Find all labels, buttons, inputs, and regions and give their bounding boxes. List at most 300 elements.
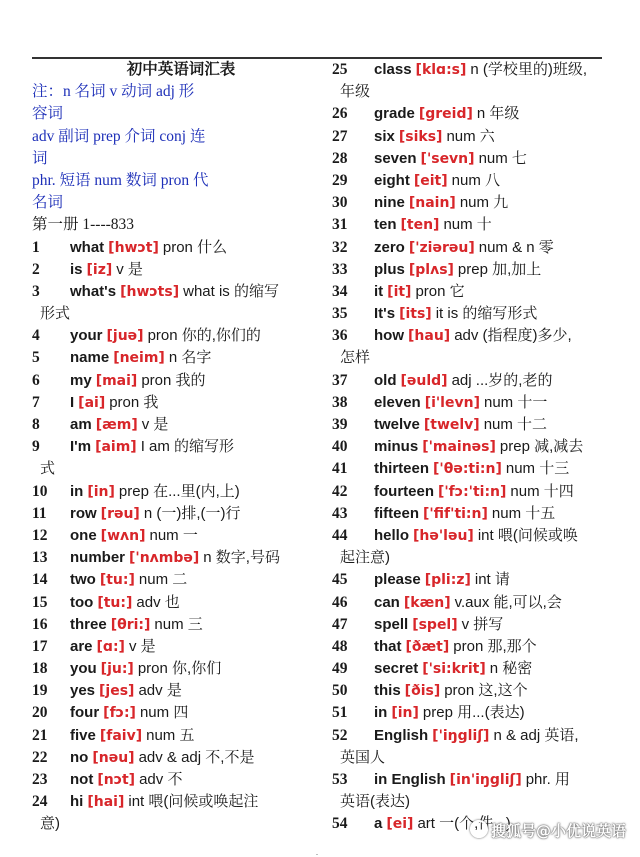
entry-number: 41 [332, 460, 348, 478]
entry-definition: num 四 [139, 704, 189, 722]
vocab-entry [32, 370, 312, 392]
vocab-entry [332, 503, 604, 525]
entry-definition: pron 我 [109, 393, 159, 411]
entry-phonetic: [rəu] [100, 505, 140, 522]
entry-continuation [332, 347, 604, 369]
vocab-entry [32, 569, 312, 591]
entry-phonetic: [əuld] [400, 372, 448, 389]
entry-phonetic: [siks] [398, 128, 443, 145]
entry-number: 44 [332, 526, 348, 544]
entry-word: no [70, 748, 89, 766]
entry-definition: pron 什么 [162, 238, 228, 256]
entry-definition: int 请 [474, 571, 510, 589]
entry-word: eleven [374, 393, 421, 411]
entry-phonetic: [ei] [386, 816, 414, 833]
entry-number: 25 [332, 61, 348, 78]
entry-number: 18 [32, 660, 48, 678]
vocab-entry [32, 481, 312, 503]
entry-number: 3 [32, 282, 40, 300]
entry-definition: int 喂(问候或唤 [477, 526, 578, 544]
entry-definition: adv (指程度)多少, [454, 327, 572, 345]
entry-word: one [70, 526, 97, 544]
vocab-entry [332, 325, 604, 347]
entry-definition: num 七 [478, 149, 527, 167]
entry-phonetic: [ju:] [100, 661, 134, 678]
entry-definition: num 八 [451, 171, 500, 189]
entry-word: what [70, 238, 105, 256]
entry-number: 51 [332, 704, 348, 722]
entry-phonetic: ['nʌmbə] [129, 550, 200, 567]
entry-definition: prep 用...(表达) [422, 704, 525, 722]
entry-word: four [70, 704, 100, 722]
entry-definition: 英语(表达) [340, 793, 410, 811]
entry-word: three [70, 615, 107, 633]
entry-definition: prep 加,加上 [457, 260, 542, 278]
entry-word: you [70, 660, 97, 678]
vocab-entry [32, 347, 312, 369]
vocab-entry [32, 702, 312, 724]
entry-phonetic: [it] [387, 283, 412, 300]
vocab-entry [332, 103, 604, 125]
entry-number: 52 [332, 726, 348, 744]
entry-word: what's [70, 282, 117, 300]
vocab-entry [32, 547, 312, 569]
left-entry-list [32, 237, 312, 836]
entry-word: eight [374, 171, 410, 189]
entry-number: 43 [332, 504, 348, 522]
entry-number: 42 [332, 482, 348, 500]
entry-number: 15 [32, 593, 48, 611]
entry-word: six [374, 127, 395, 145]
entry-continuation [32, 458, 312, 480]
vocab-entry [332, 303, 604, 325]
entry-definition: 英国人 [340, 748, 386, 766]
page-mark: . [316, 848, 318, 857]
entry-definition: pron 它 [415, 282, 465, 300]
vocab-entry [32, 414, 312, 436]
entry-definition: pron 你,你们 [137, 660, 222, 678]
entry-phonetic: [θri:] [110, 616, 151, 633]
entry-definition: 形式 [40, 305, 71, 323]
vocab-entry [332, 569, 604, 591]
entry-phonetic: [greid] [418, 106, 473, 123]
entry-number: 47 [332, 615, 348, 633]
entry-number: 22 [32, 748, 48, 766]
entry-phonetic: [ðis] [404, 683, 441, 700]
sohu-icon [470, 820, 488, 838]
entry-word: is [70, 260, 83, 278]
vocab-entry [332, 592, 604, 614]
vocab-entry [32, 325, 312, 347]
entry-number: 31 [332, 216, 348, 234]
vocab-entry [332, 370, 604, 392]
entry-phonetic: [tu:] [97, 594, 133, 611]
entry-phonetic: [i'levn] [424, 394, 480, 411]
entry-word: your [70, 327, 103, 345]
entry-word: are [70, 637, 93, 655]
entry-word: fifteen [374, 504, 419, 522]
entry-phonetic: [mai] [95, 372, 138, 389]
entry-phonetic: [æm] [95, 417, 138, 433]
entry-definition: num 六 [446, 127, 495, 145]
entry-definition: adv 是 [138, 682, 182, 700]
entry-definition: num 十一 [483, 393, 548, 411]
entry-number: 46 [332, 593, 348, 611]
entry-definition: n (学校里的)班级, [470, 61, 588, 78]
vocab-entry [332, 259, 604, 281]
page-title: 初中英语词汇表 [126, 61, 236, 78]
vocab-entry [32, 725, 312, 747]
entry-phonetic: [hə'ləu] [413, 527, 474, 544]
entry-word: number [70, 549, 126, 567]
vocab-entry [332, 59, 604, 81]
entry-phonetic: [eit] [413, 172, 448, 189]
entry-number: 37 [332, 371, 348, 389]
entry-word: twelve [374, 416, 420, 433]
entry-number: 17 [32, 637, 48, 655]
entry-phonetic: ['θə:ti:n] [433, 461, 502, 478]
entry-phonetic: ['iŋgliʃ] [432, 727, 490, 744]
entry-continuation [332, 747, 604, 769]
entry-number: 10 [32, 482, 48, 500]
entry-number: 34 [332, 282, 348, 300]
entry-definition: adv 也 [136, 593, 180, 611]
vocab-entry [332, 436, 604, 458]
entry-phonetic: [nəu] [92, 749, 135, 766]
entry-definition: 年级 [340, 83, 371, 101]
entry-word: seven [374, 149, 417, 167]
vocab-entry [32, 791, 312, 813]
entry-definition: int 喂(问候或唤起注 [128, 793, 259, 811]
abbrev-note-line: 容词 [32, 105, 64, 123]
entry-number: 21 [32, 726, 48, 744]
entry-phonetic: [hwɔts] [120, 283, 180, 300]
entry-phonetic: ['mainəs] [422, 439, 496, 456]
entry-definition: num 一 [149, 526, 198, 544]
entry-definition: 意) [40, 815, 60, 833]
vocab-entry [332, 680, 604, 702]
entry-phonetic: [klɑ:s] [415, 62, 467, 78]
entry-definition: num 十五 [491, 504, 556, 522]
entry-number: 20 [32, 704, 48, 722]
vocab-entry [332, 214, 604, 236]
entry-definition: it is 的缩写形式 [435, 305, 538, 323]
entry-phonetic: [kæn] [403, 594, 451, 611]
vocab-entry [332, 636, 604, 658]
entry-definition: n 秘密 [489, 660, 533, 678]
entry-definition: num 十二 [483, 416, 548, 433]
entry-continuation [332, 547, 604, 569]
entry-number: 6 [32, 371, 40, 389]
entry-word: it [374, 282, 384, 300]
entry-phonetic: ['ziərəu] [408, 239, 475, 256]
entry-phonetic: [ai] [78, 394, 106, 411]
vocab-entry [32, 392, 312, 414]
vocab-entry [332, 392, 604, 414]
entry-continuation [32, 303, 312, 325]
vocab-entry [332, 170, 604, 192]
entry-continuation [332, 81, 604, 103]
entry-word: in [374, 704, 388, 722]
watermark-text: 搜狐号@小优说英语 [491, 822, 627, 840]
entry-definition: adv & adj 不,不是 [138, 748, 255, 766]
entry-definition: adj ...岁的,老的 [451, 371, 553, 389]
entry-phonetic: [in] [391, 705, 419, 722]
entry-definition: I am 的缩写形 [140, 438, 235, 456]
entry-number: 53 [332, 771, 348, 788]
entry-definition: pron 你的,你们的 [147, 327, 261, 345]
entry-word: in English [374, 771, 446, 788]
entry-number: 4 [32, 327, 40, 345]
entry-phonetic: [wʌn] [100, 527, 146, 544]
entry-phonetic: ['si:krit] [422, 661, 486, 678]
entry-word: It's [374, 305, 396, 323]
abbrev-note-line: 注：n 名词 v 动词 adj 形 [32, 83, 195, 101]
entry-definition: v 是 [128, 637, 156, 655]
entry-definition: pron 这,这个 [444, 682, 528, 700]
entry-definition: pron 我的 [141, 371, 206, 389]
entry-phonetic: [pli:z] [424, 572, 471, 589]
entry-word: fourteen [374, 482, 434, 500]
entry-word: this [374, 682, 401, 700]
entry-word: a [374, 815, 383, 833]
entry-number: 33 [332, 260, 348, 278]
entry-phonetic: [fɔ:] [103, 705, 136, 722]
entry-number: 28 [332, 149, 348, 167]
entry-definition: 起注意) [340, 549, 390, 567]
entry-word: five [70, 726, 96, 744]
entry-word: hi [70, 793, 84, 811]
entry-word: old [374, 371, 397, 389]
entry-word: in [70, 482, 84, 500]
entry-definition: v 是 [141, 416, 169, 433]
entry-definition: num 三 [154, 615, 203, 633]
entry-number: 24 [32, 793, 48, 811]
entry-number: 27 [332, 127, 348, 145]
entry-word: my [70, 371, 92, 389]
entry-phonetic: [in] [87, 483, 115, 500]
vocab-entry [332, 481, 604, 503]
vocab-entry [332, 614, 604, 636]
entry-definition: n 年级 [476, 105, 520, 123]
volume-heading: 第一册 1----833 [32, 216, 135, 234]
entry-phonetic: ['fif'ti:n] [423, 505, 488, 522]
entry-definition: v.aux 能,可以,会 [454, 593, 562, 611]
entry-word: that [374, 637, 402, 655]
vocab-entry [332, 148, 604, 170]
entry-number: 45 [332, 571, 348, 589]
vocab-entry [32, 747, 312, 769]
entry-phonetic: [juə] [106, 328, 144, 345]
entry-number: 30 [332, 194, 348, 212]
entry-word: nine [374, 194, 405, 212]
entry-phonetic: [jes] [99, 683, 135, 700]
entry-number: 8 [32, 416, 40, 433]
entry-number: 40 [332, 438, 348, 456]
vocab-entry [32, 259, 312, 281]
entry-phonetic: [hai] [87, 794, 125, 811]
entry-definition: num 十 [443, 216, 492, 234]
entry-definition: num 十四 [510, 482, 574, 500]
entry-number: 36 [332, 327, 348, 345]
entry-word: hello [374, 526, 410, 544]
vocab-entry [332, 126, 604, 148]
entry-word: I [70, 393, 75, 411]
abbrev-note-line: adv 副词 prep 介词 conj 连 [32, 127, 206, 145]
entry-phonetic: [nɔt] [97, 772, 136, 788]
entry-phonetic: [aim] [95, 439, 137, 456]
entry-phonetic: [hwɔt] [108, 239, 159, 256]
entry-definition: 怎样 [340, 349, 371, 367]
entry-word: plus [374, 260, 405, 278]
entry-phonetic: [ɑ:] [96, 638, 125, 655]
entry-definition: n (一)排,(一)行 [143, 504, 241, 522]
vocab-entry [32, 503, 312, 525]
entry-number: 5 [32, 349, 40, 367]
right-entry-list [332, 59, 604, 836]
entry-definition: v 是 [116, 260, 143, 278]
entry-definition: prep 减,减去 [499, 438, 584, 456]
entry-word: not [70, 771, 94, 788]
entry-number: 23 [32, 771, 48, 788]
entry-word: name [70, 349, 110, 367]
vocab-entry [32, 658, 312, 680]
entry-word: yes [70, 682, 96, 700]
entry-number: 13 [32, 549, 48, 567]
vocab-entry [332, 769, 604, 791]
vocab-entry [332, 281, 604, 303]
vocab-entry [32, 592, 312, 614]
left-column [32, 59, 312, 836]
entry-phonetic: [hau] [408, 328, 451, 345]
entry-number: 39 [332, 416, 348, 433]
entry-phonetic: [in'iŋgliʃ] [449, 772, 522, 788]
vocab-entry [32, 525, 312, 547]
entry-phonetic: ['fɔ:'ti:n] [438, 483, 507, 500]
entry-number: 1 [32, 238, 40, 256]
vocab-entry [32, 281, 312, 303]
entry-definition: phr. 用 [525, 771, 570, 788]
entry-definition: adv 不 [139, 771, 183, 788]
entry-word: how [374, 327, 404, 345]
entry-definition: num & n 零 [478, 238, 554, 256]
entry-definition: prep 在...里(内,上) [118, 482, 240, 500]
abbrev-note-line: phr. 短语 num 数词 pron 代 [32, 171, 209, 189]
entry-phonetic: [twelv] [423, 417, 480, 433]
entry-word: too [70, 593, 94, 611]
entry-number: 16 [32, 615, 48, 633]
entry-continuation [32, 813, 312, 835]
entry-word: spell [374, 615, 409, 633]
vocab-entry [332, 458, 604, 480]
entry-definition: pron 那,那个 [453, 637, 537, 655]
entry-definition: num 五 [146, 726, 195, 744]
entry-word: secret [374, 660, 419, 678]
entry-phonetic: [neim] [113, 350, 165, 367]
vocab-entry [332, 725, 604, 747]
vocab-entry [32, 614, 312, 636]
entry-continuation [332, 791, 604, 813]
entry-definition: num 十三 [505, 460, 570, 478]
entry-phonetic: [ðæt] [405, 638, 450, 655]
entry-word: minus [374, 438, 419, 456]
entry-word: English [374, 726, 429, 744]
entry-word: I'm [70, 438, 92, 456]
vocab-entry [32, 436, 312, 458]
entry-number: 14 [32, 571, 48, 589]
entry-number: 35 [332, 305, 348, 323]
entry-phonetic: [tu:] [99, 572, 135, 589]
entry-word: thirteen [374, 460, 430, 478]
entry-definition: n 数字,号码 [203, 549, 280, 567]
entry-number: 49 [332, 660, 348, 678]
entry-number: 54 [332, 815, 348, 833]
vocab-entry [32, 769, 312, 791]
vocab-entry [332, 525, 604, 547]
entry-number: 19 [32, 682, 48, 700]
vocab-entry [32, 680, 312, 702]
vocab-entry [332, 237, 604, 259]
entry-word: am [70, 416, 92, 433]
entry-definition: 式 [40, 460, 56, 478]
vocab-entry [332, 702, 604, 724]
entry-definition: n & adj 英语, [493, 726, 579, 744]
entry-phonetic: [ten] [400, 217, 440, 234]
entry-phonetic: [its] [399, 306, 432, 323]
entry-definition: v 拼写 [461, 615, 504, 633]
abbrev-note-line: 词 [32, 149, 48, 167]
entry-phonetic: [spel] [412, 616, 458, 633]
entry-number: 26 [332, 105, 348, 123]
entry-number: 50 [332, 682, 348, 700]
entry-definition: art 一(个,件...) [417, 815, 511, 833]
entry-number: 9 [32, 438, 40, 456]
entry-word: grade [374, 105, 415, 123]
entry-definition: num 九 [459, 194, 509, 212]
entry-phonetic: [faiv] [99, 727, 143, 744]
entry-number: 2 [32, 260, 40, 278]
entry-number: 38 [332, 393, 348, 411]
entry-word: two [70, 571, 96, 589]
entry-number: 12 [32, 526, 48, 544]
right-column [332, 59, 604, 836]
entry-word: row [70, 504, 97, 522]
entry-number: 32 [332, 238, 348, 256]
vocab-entry [32, 636, 312, 658]
entry-word: can [374, 593, 400, 611]
vocab-entry [332, 414, 604, 436]
abbrev-note-line: 名词 [32, 194, 64, 212]
entry-number: 29 [332, 171, 348, 189]
entry-word: ten [374, 216, 397, 234]
entry-phonetic: [plʌs] [408, 261, 454, 278]
entry-definition: num 二 [138, 571, 188, 589]
entry-definition: what is 的缩写 [183, 282, 279, 300]
entry-phonetic: [nain] [408, 195, 456, 212]
entry-phonetic: ['sevn] [420, 150, 475, 167]
entry-phonetic: [iz] [86, 261, 113, 278]
entry-definition: n 名字 [168, 349, 212, 367]
vocab-entry [32, 237, 312, 259]
entry-number: 48 [332, 637, 348, 655]
entry-word: please [374, 571, 421, 589]
entry-number: 11 [32, 504, 47, 522]
vocab-entry [332, 192, 604, 214]
vocab-entry [332, 658, 604, 680]
watermark [470, 820, 626, 841]
entry-number: 7 [32, 393, 40, 411]
entry-word: zero [374, 238, 405, 256]
